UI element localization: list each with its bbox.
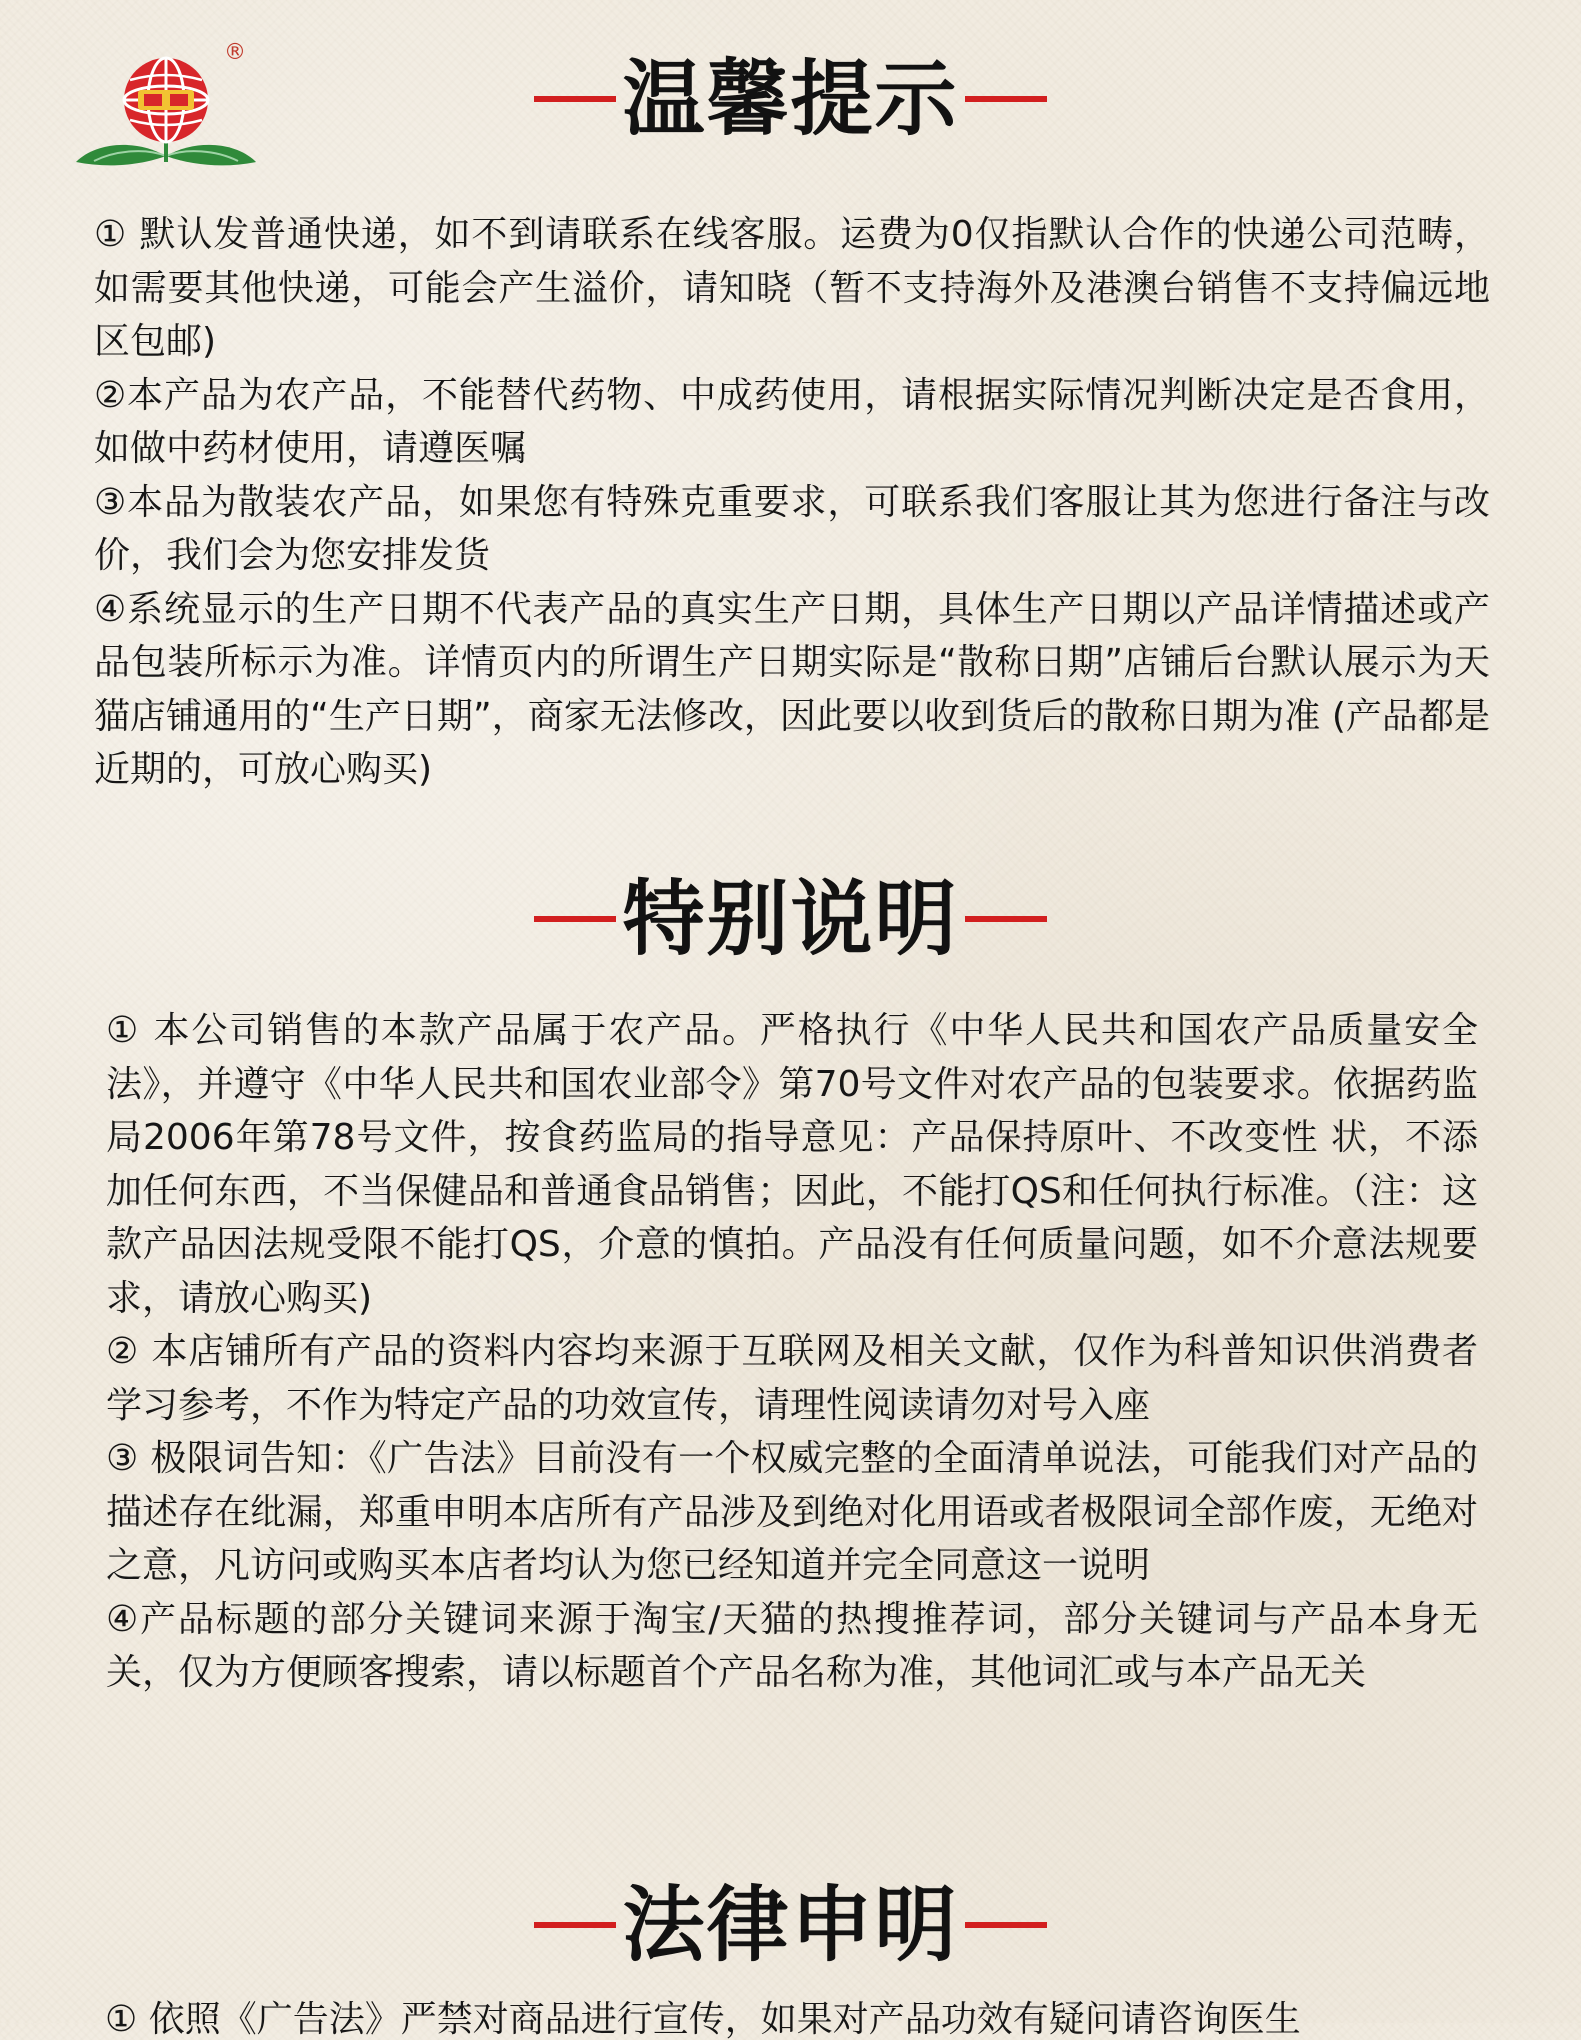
warm-tip-2: ②本产品为农产品，不能替代药物、中成药使用，请根据实际情况判断决定是否食用，如做中药材使用，请遵医嘱 (94, 374, 1490, 469)
section-title-warm-tips (0, 51, 1581, 147)
section-title-legal-statement (0, 1877, 1581, 1973)
warm-tip-1: ① 默认发普通快递，如不到请联系在线客服。运费为0仅指默认合作的快递公司范畴，如需要其他快递，可能会产生溢价，请知晓（暂不支持海外及港澳台销售不支持偏远地区包邮) (94, 214, 1490, 362)
legal-statement-partial (105, 2000, 1485, 2040)
legal-statement-line-1: ① 依照《广告法》严禁对商品进行宣传，如果对产品功效有疑问请咨询医生 (105, 2000, 1301, 2040)
registered-mark: ® (224, 40, 246, 65)
special-note-4: ④产品标题的部分关键词来源于淘宝/天猫的热搜推荐词，部分关键词与产品本身无关，仅为方便顾客搜索，请以标题首个产品名称为准，其他词汇或与本产品无关 (106, 1598, 1478, 1693)
title-line-left (534, 916, 616, 922)
section-heading: 法律申明 (622, 1877, 959, 1973)
special-note-3: ③ 极限词告知：《广告法》目前没有一个权威完整的全面清单说法，可能我们对产品的描述存在纰漏，郑重申明本店所有产品涉及到绝对化用语或者极限词全部作废，无绝对之意，凡访问或购买本店者均认为您已经知道并完全同意这一说明 (106, 1438, 1478, 1586)
warm-tips-body (94, 208, 1490, 797)
special-notes-body (106, 1004, 1478, 1700)
title-line-right (965, 916, 1047, 922)
warm-tip-3: ③本品为散装农产品，如果您有特殊克重要求，可联系我们客服让其为您进行备注与改价，我们会为您安排发货 (94, 481, 1490, 576)
section-heading: 特别说明 (622, 871, 959, 967)
title-line-right (965, 1922, 1047, 1928)
section-heading: 温馨提示 (622, 51, 959, 147)
special-note-2: ② 本店铺所有产品的资料内容均来源于互联网及相关文献，仅作为科普知识供消费者学习参考，不作为特定产品的功效宣传，请理性阅读请勿对号入座 (106, 1331, 1478, 1426)
title-line-left (534, 96, 616, 102)
title-line-left (534, 1922, 616, 1928)
special-note-1: ① 本公司销售的本款产品属于农产品。严格执行《中华人民共和国农产品质量安全法》，并遵守《中华人民共和国农业部令》第70号文件对农产品的包装要求。依据药监局2006年第78号文件，按食药监局的指导意见：产品保持原叶、不改变性 状，不添加任何东西，不当保健品和普通食品销售；因此，不能打QS和任何执行标准。（注：这款产品因法规受限不能打QS，介意的慎拍。产品没有任何质量问题，如不介意法规要求，请放心购买) (106, 1010, 1478, 1319)
section-title-special-notes (0, 871, 1581, 967)
title-line-right (965, 96, 1047, 102)
warm-tip-4: ④系统显示的生产日期不代表产品的真实生产日期，具体生产日期以产品详情描述或产品包装所标示为准。详情页内的所谓生产日期实际是“散称日期”店铺后台默认展示为天 猫店铺通用的“生产日期”，商家无法修改，因此要以收到货后的散称日期为准 (产品都是近期的，可放心购买) (94, 588, 1490, 790)
